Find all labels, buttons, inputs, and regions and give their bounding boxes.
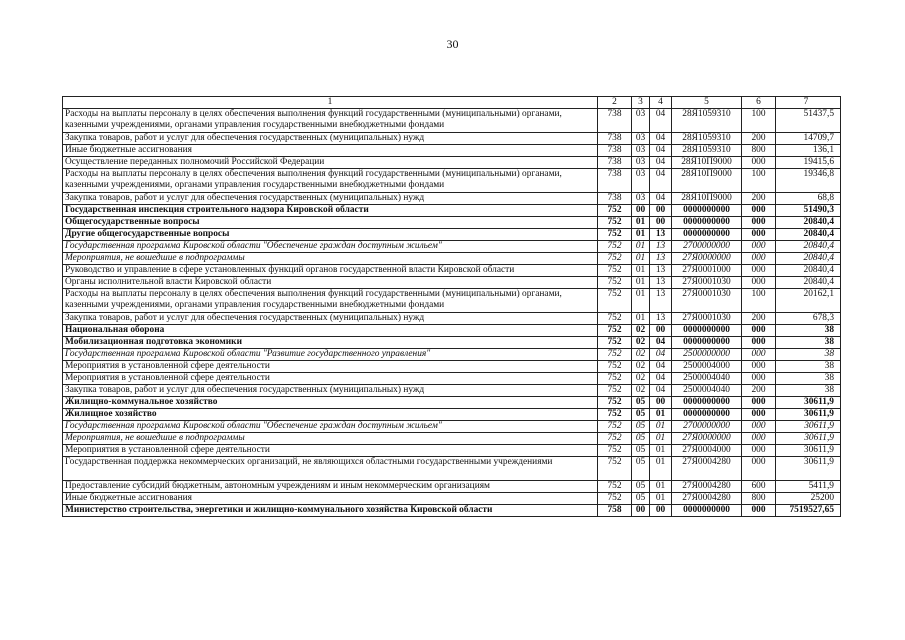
expense-type-cell: 000	[742, 337, 776, 349]
expense-type-cell: 000	[742, 253, 776, 265]
table-row	[63, 253, 841, 265]
target-article-cell: 28Я1059310	[672, 133, 742, 145]
target-article-cell: 28Я10П9000	[672, 169, 742, 193]
expense-type-cell: 200	[742, 133, 776, 145]
expense-type-cell: 000	[742, 277, 776, 289]
section-code-cell: 00	[632, 505, 650, 517]
ministry-code-cell: 738	[598, 133, 632, 145]
page-number: 30	[446, 37, 459, 51]
expense-type-cell: 000	[742, 157, 776, 169]
amount-cell: 30611,9	[776, 457, 841, 481]
ministry-code-cell: 752	[598, 289, 632, 313]
section-code-cell: 03	[632, 169, 650, 193]
table-row	[63, 385, 841, 397]
subsection-code-cell: 13	[650, 229, 672, 241]
section-code-cell: 03	[632, 145, 650, 157]
amount-cell: 14709,7	[776, 133, 841, 145]
expense-type-cell: 000	[742, 373, 776, 385]
section-code-cell: 02	[632, 373, 650, 385]
amount-cell: 38	[776, 349, 841, 361]
section-code-cell: 05	[632, 445, 650, 457]
subsection-code-cell: 04	[650, 337, 672, 349]
ministry-code-cell: 752	[598, 241, 632, 253]
amount-cell: 20840,4	[776, 229, 841, 241]
expense-type-cell: 200	[742, 385, 776, 397]
amount-cell: 30611,9	[776, 433, 841, 445]
subsection-code-cell: 13	[650, 241, 672, 253]
ministry-code-cell: 752	[598, 397, 632, 409]
amount-cell: 30611,9	[776, 445, 841, 457]
table-row	[63, 145, 841, 157]
target-article-cell: 28Я1059310	[672, 145, 742, 157]
subsection-code-cell: 04	[650, 109, 672, 133]
section-code-cell: 01	[632, 241, 650, 253]
expense-type-cell: 000	[742, 421, 776, 433]
expense-type-cell: 000	[742, 325, 776, 337]
table-row	[63, 409, 841, 421]
row-name-cell: Органы исполнительной власти Кировской области	[63, 277, 598, 289]
target-article-cell: 27Я0004280	[672, 457, 742, 481]
header-cell: 5	[672, 97, 742, 109]
amount-cell: 38	[776, 325, 841, 337]
section-code-cell: 01	[632, 229, 650, 241]
row-name-cell: Жилищно-коммунальное хозяйство	[63, 397, 598, 409]
expense-type-cell: 000	[742, 217, 776, 229]
subsection-code-cell: 04	[650, 133, 672, 145]
section-code-cell: 05	[632, 433, 650, 445]
table-row	[63, 133, 841, 145]
row-name-cell: Закупка товаров, работ и услуг для обеспечения государственных (муниципальных) нужд	[63, 313, 598, 325]
amount-cell: 20162,1	[776, 289, 841, 313]
target-article-cell: 28Я10П9000	[672, 193, 742, 205]
table-row	[63, 349, 841, 361]
row-name-cell: Государственная программа Кировской области "Обеспечение граждан доступным жильем"	[63, 421, 598, 433]
subsection-code-cell: 01	[650, 421, 672, 433]
table-row	[63, 169, 841, 193]
expense-type-cell: 800	[742, 145, 776, 157]
subsection-code-cell: 00	[650, 205, 672, 217]
amount-cell: 30611,9	[776, 397, 841, 409]
expense-type-cell: 000	[742, 505, 776, 517]
section-code-cell: 02	[632, 349, 650, 361]
expense-type-cell: 000	[742, 409, 776, 421]
ministry-code-cell: 752	[598, 349, 632, 361]
subsection-code-cell: 13	[650, 277, 672, 289]
expense-type-cell: 100	[742, 289, 776, 313]
target-article-cell: 27Я0001030	[672, 277, 742, 289]
table-row	[63, 397, 841, 409]
ministry-code-cell: 752	[598, 217, 632, 229]
expense-type-cell: 000	[742, 229, 776, 241]
amount-cell: 25200	[776, 493, 841, 505]
section-code-cell: 01	[632, 253, 650, 265]
table-row	[63, 289, 841, 313]
table-row	[63, 445, 841, 457]
subsection-code-cell: 01	[650, 409, 672, 421]
subsection-code-cell: 04	[650, 193, 672, 205]
table-row	[63, 313, 841, 325]
table-row	[63, 373, 841, 385]
amount-cell: 19415,6	[776, 157, 841, 169]
amount-cell: 5411,9	[776, 481, 841, 493]
amount-cell: 20840,4	[776, 217, 841, 229]
expense-type-cell: 000	[742, 457, 776, 481]
target-article-cell: 27Я0000000	[672, 253, 742, 265]
row-name-cell: Мероприятия в установленной сфере деятельности	[63, 373, 598, 385]
target-article-cell: 0000000000	[672, 205, 742, 217]
target-article-cell: 2500004000	[672, 361, 742, 373]
ministry-code-cell: 752	[598, 409, 632, 421]
amount-cell: 38	[776, 385, 841, 397]
row-name-cell: Расходы на выплаты персоналу в целях обеспечения выполнения функций государственными (муниципальными) органами, казенными учреждениями, органами управления государственными внебюджетными фондами	[63, 289, 598, 313]
ministry-code-cell: 738	[598, 109, 632, 133]
expense-type-cell: 000	[742, 205, 776, 217]
target-article-cell: 2500004040	[672, 373, 742, 385]
ministry-code-cell: 752	[598, 421, 632, 433]
ministry-code-cell: 752	[598, 337, 632, 349]
section-code-cell: 03	[632, 133, 650, 145]
table-row	[63, 337, 841, 349]
amount-cell: 136,1	[776, 145, 841, 157]
row-name-cell: Мероприятия в установленной сфере деятельности	[63, 361, 598, 373]
amount-cell: 51490,3	[776, 205, 841, 217]
section-code-cell: 01	[632, 217, 650, 229]
expense-type-cell: 000	[742, 241, 776, 253]
ministry-code-cell: 752	[598, 481, 632, 493]
table-row	[63, 481, 841, 493]
header-cell: 3	[632, 97, 650, 109]
ministry-code-cell: 752	[598, 313, 632, 325]
subsection-code-cell: 01	[650, 445, 672, 457]
table-row	[63, 493, 841, 505]
expense-type-cell: 000	[742, 433, 776, 445]
expense-type-cell: 100	[742, 169, 776, 193]
section-code-cell: 01	[632, 277, 650, 289]
ministry-code-cell: 752	[598, 385, 632, 397]
section-code-cell: 01	[632, 289, 650, 313]
section-code-cell: 01	[632, 265, 650, 277]
expense-type-cell: 800	[742, 493, 776, 505]
expense-type-cell: 000	[742, 361, 776, 373]
expense-type-cell: 100	[742, 109, 776, 133]
target-article-cell: 0000000000	[672, 229, 742, 241]
target-article-cell: 2500000000	[672, 349, 742, 361]
section-code-cell: 03	[632, 109, 650, 133]
row-name-cell: Мобилизационная подготовка экономики	[63, 337, 598, 349]
table-row	[63, 277, 841, 289]
subsection-code-cell: 04	[650, 361, 672, 373]
amount-cell: 30611,9	[776, 409, 841, 421]
row-name-cell: Расходы на выплаты персоналу в целях обеспечения выполнения функций государственными (муниципальными) органами, казенными учреждениями, органами управления государственными внебюджетными фондами	[63, 109, 598, 133]
target-article-cell: 28Я1059310	[672, 109, 742, 133]
amount-cell: 38	[776, 337, 841, 349]
expense-type-cell: 000	[742, 349, 776, 361]
row-name-cell: Мероприятия в установленной сфере деятельности	[63, 445, 598, 457]
target-article-cell: 0000000000	[672, 217, 742, 229]
row-name-cell: Расходы на выплаты персоналу в целях обеспечения выполнения функций государственными (муниципальными) органами, казенными учреждениями, органами управления государственными внебюджетными фондами	[63, 169, 598, 193]
section-code-cell: 02	[632, 385, 650, 397]
row-name-cell: Государственная программа Кировской области "Обеспечение граждан доступным жильем"	[63, 241, 598, 253]
subsection-code-cell: 04	[650, 145, 672, 157]
ministry-code-cell: 752	[598, 277, 632, 289]
row-name-cell: Общегосударственные вопросы	[63, 217, 598, 229]
expense-type-cell: 200	[742, 313, 776, 325]
ministry-code-cell: 752	[598, 445, 632, 457]
target-article-cell: 27Я0001030	[672, 289, 742, 313]
ministry-code-cell: 752	[598, 433, 632, 445]
expense-type-cell: 200	[742, 193, 776, 205]
subsection-code-cell: 01	[650, 493, 672, 505]
target-article-cell: 0000000000	[672, 337, 742, 349]
row-name-cell: Закупка товаров, работ и услуг для обеспечения государственных (муниципальных) нужд	[63, 193, 598, 205]
row-name-cell: Осуществление переданных полномочий Российской Федерации	[63, 157, 598, 169]
table-row	[63, 193, 841, 205]
row-name-cell: Закупка товаров, работ и услуг для обеспечения государственных (муниципальных) нужд	[63, 385, 598, 397]
subsection-code-cell: 04	[650, 169, 672, 193]
section-code-cell: 05	[632, 493, 650, 505]
table-row	[63, 205, 841, 217]
subsection-code-cell: 00	[650, 397, 672, 409]
expense-type-cell: 000	[742, 397, 776, 409]
row-name-cell: Закупка товаров, работ и услуг для обеспечения государственных (муниципальных) нужд	[63, 133, 598, 145]
amount-cell: 20840,4	[776, 265, 841, 277]
target-article-cell: 27Я0004000	[672, 445, 742, 457]
subsection-code-cell: 04	[650, 373, 672, 385]
header-cell: 7	[776, 97, 841, 109]
row-name-cell: Жилищное хозяйство	[63, 409, 598, 421]
ministry-code-cell: 738	[598, 193, 632, 205]
target-article-cell: 0000000000	[672, 505, 742, 517]
subsection-code-cell: 13	[650, 253, 672, 265]
ministry-code-cell: 752	[598, 361, 632, 373]
header-cell: 2	[598, 97, 632, 109]
subsection-code-cell: 04	[650, 157, 672, 169]
target-article-cell: 27Я0001000	[672, 265, 742, 277]
row-name-cell: Иные бюджетные ассигнования	[63, 493, 598, 505]
section-code-cell: 05	[632, 409, 650, 421]
amount-cell: 19346,8	[776, 169, 841, 193]
row-name-cell: Национальная оборона	[63, 325, 598, 337]
ministry-code-cell: 758	[598, 505, 632, 517]
amount-cell: 7519527,65	[776, 505, 841, 517]
table-row	[63, 361, 841, 373]
row-name-cell: Мероприятия, не вошедшие в подпрограммы	[63, 433, 598, 445]
table-row	[63, 241, 841, 253]
ministry-code-cell: 752	[598, 205, 632, 217]
ministry-code-cell: 752	[598, 265, 632, 277]
amount-cell: 38	[776, 361, 841, 373]
amount-cell: 20840,4	[776, 277, 841, 289]
subsection-code-cell: 00	[650, 217, 672, 229]
row-name-cell: Мероприятия, не вошедшие в подпрограммы	[63, 253, 598, 265]
ministry-code-cell: 752	[598, 373, 632, 385]
row-name-cell: Министерство строительства, энергетики и жилищно-коммунального хозяйства Кировской области	[63, 505, 598, 517]
table-row	[63, 217, 841, 229]
subsection-code-cell: 00	[650, 325, 672, 337]
table-row	[63, 421, 841, 433]
table-row	[63, 109, 841, 133]
target-article-cell: 27Я0004280	[672, 493, 742, 505]
table-row	[63, 229, 841, 241]
amount-cell: 30611,9	[776, 421, 841, 433]
amount-cell: 51437,5	[776, 109, 841, 133]
amount-cell: 20840,4	[776, 241, 841, 253]
target-article-cell: 27Я0001030	[672, 313, 742, 325]
ministry-code-cell: 738	[598, 169, 632, 193]
table-row	[63, 457, 841, 481]
subsection-code-cell: 04	[650, 385, 672, 397]
row-name-cell: Государственная поддержка некоммерческих организаций, не являющихся областными государственными учреждениями	[63, 457, 598, 481]
subsection-code-cell: 13	[650, 289, 672, 313]
section-code-cell: 05	[632, 421, 650, 433]
subsection-code-cell: 00	[650, 505, 672, 517]
section-code-cell: 05	[632, 481, 650, 493]
target-article-cell: 0000000000	[672, 409, 742, 421]
target-article-cell: 0000000000	[672, 325, 742, 337]
target-article-cell: 28Я10П9000	[672, 157, 742, 169]
subsection-code-cell: 13	[650, 265, 672, 277]
header-cell: 4	[650, 97, 672, 109]
section-code-cell: 02	[632, 325, 650, 337]
table-row	[63, 433, 841, 445]
target-article-cell: 2700000000	[672, 421, 742, 433]
section-code-cell: 05	[632, 457, 650, 481]
expense-type-cell: 000	[742, 445, 776, 457]
table-row	[63, 505, 841, 517]
section-code-cell: 00	[632, 205, 650, 217]
subsection-code-cell: 04	[650, 349, 672, 361]
ministry-code-cell: 738	[598, 157, 632, 169]
row-name-cell: Другие общегосударственные вопросы	[63, 229, 598, 241]
ministry-code-cell: 752	[598, 229, 632, 241]
amount-cell: 68,8	[776, 193, 841, 205]
expense-type-cell: 000	[742, 265, 776, 277]
ministry-code-cell: 752	[598, 325, 632, 337]
section-code-cell: 03	[632, 157, 650, 169]
row-name-cell: Государственная инспекция строительного надзора Кировской области	[63, 205, 598, 217]
row-name-cell: Государственная программа Кировской области "Развитие государственного управления"	[63, 349, 598, 361]
ministry-code-cell: 752	[598, 253, 632, 265]
section-code-cell: 05	[632, 397, 650, 409]
table-header-row	[63, 97, 841, 109]
section-code-cell: 03	[632, 193, 650, 205]
target-article-cell: 2700000000	[672, 241, 742, 253]
row-name-cell: Предоставление субсидий бюджетным, автономным учреждениям и иным некоммерческим организациям	[63, 481, 598, 493]
table-row	[63, 325, 841, 337]
section-code-cell: 02	[632, 337, 650, 349]
section-code-cell: 02	[632, 361, 650, 373]
expense-type-cell: 600	[742, 481, 776, 493]
amount-cell: 38	[776, 373, 841, 385]
subsection-code-cell: 01	[650, 481, 672, 493]
row-name-cell: Руководство и управление в сфере установленных функций органов государственной власти Кировской области	[63, 265, 598, 277]
section-code-cell: 01	[632, 313, 650, 325]
budget-table	[62, 96, 841, 517]
header-cell: 1	[63, 97, 598, 109]
target-article-cell: 0000000000	[672, 397, 742, 409]
amount-cell: 20840,4	[776, 253, 841, 265]
header-cell: 6	[742, 97, 776, 109]
subsection-code-cell: 01	[650, 457, 672, 481]
ministry-code-cell: 752	[598, 493, 632, 505]
row-name-cell: Иные бюджетные ассигнования	[63, 145, 598, 157]
target-article-cell: 2500004040	[672, 385, 742, 397]
amount-cell: 678,3	[776, 313, 841, 325]
target-article-cell: 27Я0004280	[672, 481, 742, 493]
subsection-code-cell: 13	[650, 313, 672, 325]
ministry-code-cell: 752	[598, 457, 632, 481]
table-row	[63, 265, 841, 277]
ministry-code-cell: 738	[598, 145, 632, 157]
subsection-code-cell: 01	[650, 433, 672, 445]
target-article-cell: 27Я0000000	[672, 433, 742, 445]
table-row	[63, 157, 841, 169]
